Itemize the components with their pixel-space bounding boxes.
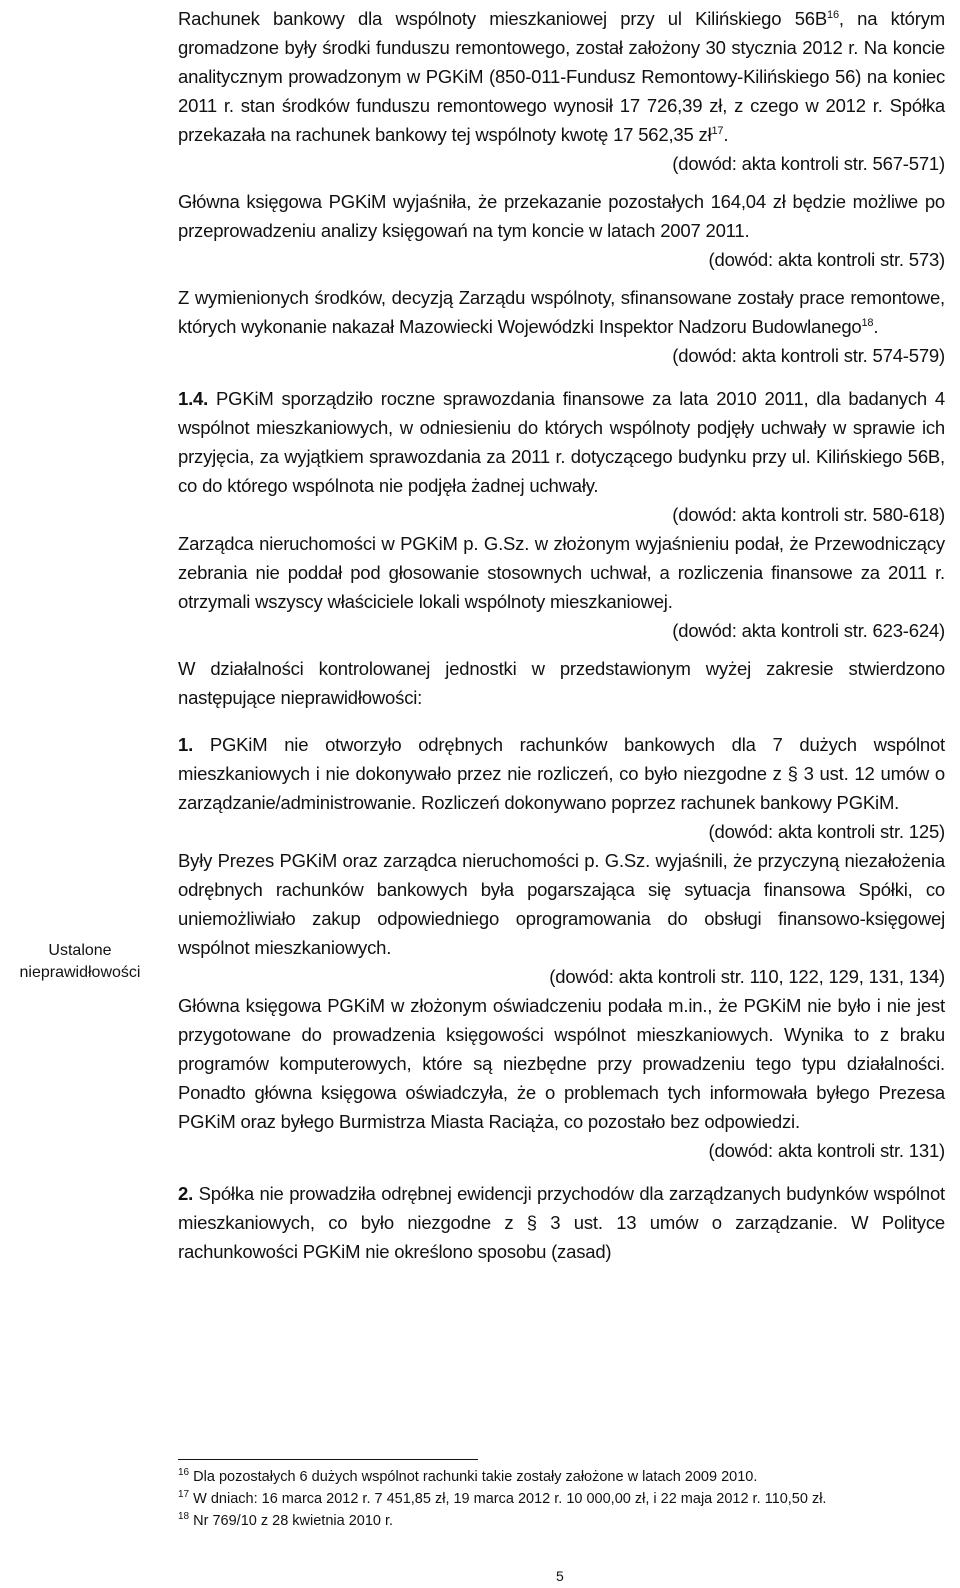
margin-note (0, 940, 160, 984)
footnote-17: $^{17}$ W dniach: 16 marca 2012 r. 7 451,85 zł, 19 marca 2012 r. 10 000,00 zł, i 22 maja 2012 r. 110,50 zł. (178, 1489, 827, 1507)
footnotes (178, 1466, 945, 1532)
footnote-ref-17: 17 (711, 124, 724, 137)
paragraph-3: Z wymienionych środków, decyzją Zarządu wspólnoty, sfinansowane zostały prace remontowe, których wykonanie nakazał Mazowiecki Wojewódzki Inspektor Nadzoru Budowlanego$^{18}$. (178, 287, 945, 337)
evidence-ref: (dowód: akta kontroli str. 623-624) (672, 620, 945, 641)
evidence-ref: (dowód: akta kontroli str. 131) (708, 1140, 945, 1161)
irregularities-intro: W działalności kontrolowanej jednostki w przedstawionym wyżej zakresie stwierdzono następujące nieprawidłowości: (178, 658, 945, 708)
page-number: 5 (556, 1568, 564, 1584)
section-1-4: 1.4. PGKiM sporządziło roczne sprawozdania finansowe za lata 2010 2011, dla badanych 4 wspólnot mieszkaniowych, w odniesieniu do których wspólnoty podjęły uchwały w sprawie ich przyjęcia, za wyjątkiem sprawozdania za 2011 r. dotyczącego budynku przy ul. Kilińskiego 56B, co do którego wspólnota nie podjęła żadnej uchwały. (178, 388, 945, 496)
footnote-separator (178, 1459, 478, 1460)
evidence-ref: (dowód: akta kontroli str. 574-579) (672, 345, 945, 366)
evidence-ref: (dowód: akta kontroli str. 125) (708, 821, 945, 842)
main-text (178, 4, 945, 1266)
footnote-16: $^{16}$ Dla pozostałych 6 dużych wspólnot rachunki takie zostały założone w latach 2009 2010. (178, 1467, 758, 1485)
paragraph-1: Rachunek bankowy dla wspólnoty mieszkaniowej przy ul Kilińskiego $56B^{16}$, na którym gromadzone były środki funduszu remontowego, został założony 30 stycznia 2012 r. Na koncie analitycznym prowadzonym w PGKiM (850-011-Fundusz Remontowy-Kilińskiego 56) na koniec 2011 r. stan środków funduszu remontowego wynosił 17 726,39 zł, z czego w 2012 r. Spółka przekazała na rachunek bankowy tej wspólnoty kwotę 17 562,35 $zł^{17}$. (178, 8, 945, 145)
footnote-18: $^{18}$ Nr 769/10 z 28 kwietnia 2010 r. (178, 1511, 394, 1529)
paragraph-2: Główna księgowa PGKiM wyjaśniła, że przekazanie pozostałych 164,04 zł będzie możliwe po przeprowadzeniu analizy księgowań na tym koncie w latach 2007 2011. (178, 191, 945, 241)
footnote-ref-16: 16 (827, 8, 839, 21)
item-number: 2. (178, 1183, 194, 1204)
evidence-ref: (dowód: akta kontroli str. 110, 122, 129, 131, 134) (549, 966, 945, 987)
irregularity-2: 2. Spółka nie prowadziła odrębnej ewidencji przychodów dla zarządzanych budynków wspólnot mieszkaniowych, co było niezgodne z § 3 ust. 13 umów o zarządzanie. W Polityce rachunkowości PGKiM nie określono sposobu (zasad) (178, 1183, 945, 1262)
item-number: 1. (178, 734, 194, 755)
paragraph-5: Zarządca nieruchomości w PGKiM p. G.Sz. w złożonym wyjaśnieniu podał, że Przewodniczący zebrania nie poddał pod głosowanie stosownych uchwał, a rozliczenia finansowe za 2011 r. otrzymali wszyscy właściciele lokali wspólnoty mieszkaniowej. (178, 533, 945, 612)
evidence-ref: (dowód: akta kontroli str. 580-618) (672, 504, 945, 525)
paragraph-8: Były Prezes PGKiM oraz zarządca nieruchomości p. G.Sz. wyjaśnili, że przyczyną niezałożenia odrębnych rachunków bankowych była pogarszająca się sytuacja finansowa Spółki, co uniemożliwiało zakup odpowiedniego oprogramowania do obsługi finansowo-księgowej wspólnot mieszkaniowych. (178, 850, 945, 958)
paragraph-9: Główna księgowa PGKiM w złożonym oświadczeniu podała m.in., że PGKiM nie było i nie jest przygotowane do prowadzenia księgowości wspólnot mieszkaniowych. Wynika to z braku programów komputerowych, które są niezbędne przy prowadzeniu tego typu działalności. Ponadto główna księgowa oświadczyła, że o problemach tych informowała byłego Prezesa PGKiM oraz byłego Burmistrza Miasta Raciąża, co pozostało bez odpowiedzi. (178, 995, 945, 1132)
margin-note-line2: nieprawidłowości (19, 964, 141, 981)
margin-note-line1: Ustalone (48, 942, 112, 959)
footnote-number: 16 (178, 1467, 190, 1479)
footnote-number: 17 (178, 1489, 190, 1501)
footnote-number: 18 (178, 1511, 190, 1523)
section-number: 1.4. (178, 388, 209, 409)
evidence-ref: (dowód: akta kontroli str. 567-571) (672, 153, 945, 174)
evidence-ref: (dowód: akta kontroli str. 573) (708, 249, 945, 270)
footnote-ref-18: 18 (861, 316, 874, 329)
irregularity-1: 1. PGKiM nie otworzyło odrębnych rachunków bankowych dla 7 dużych wspólnot mieszkaniowych i nie dokonywało przez nie rozliczeń, co było niezgodne z § 3 ust. 12 umów o zarządzanie/administrowanie. Rozliczeń dokonywano poprzez rachunek bankowy PGKiM. (178, 734, 945, 813)
